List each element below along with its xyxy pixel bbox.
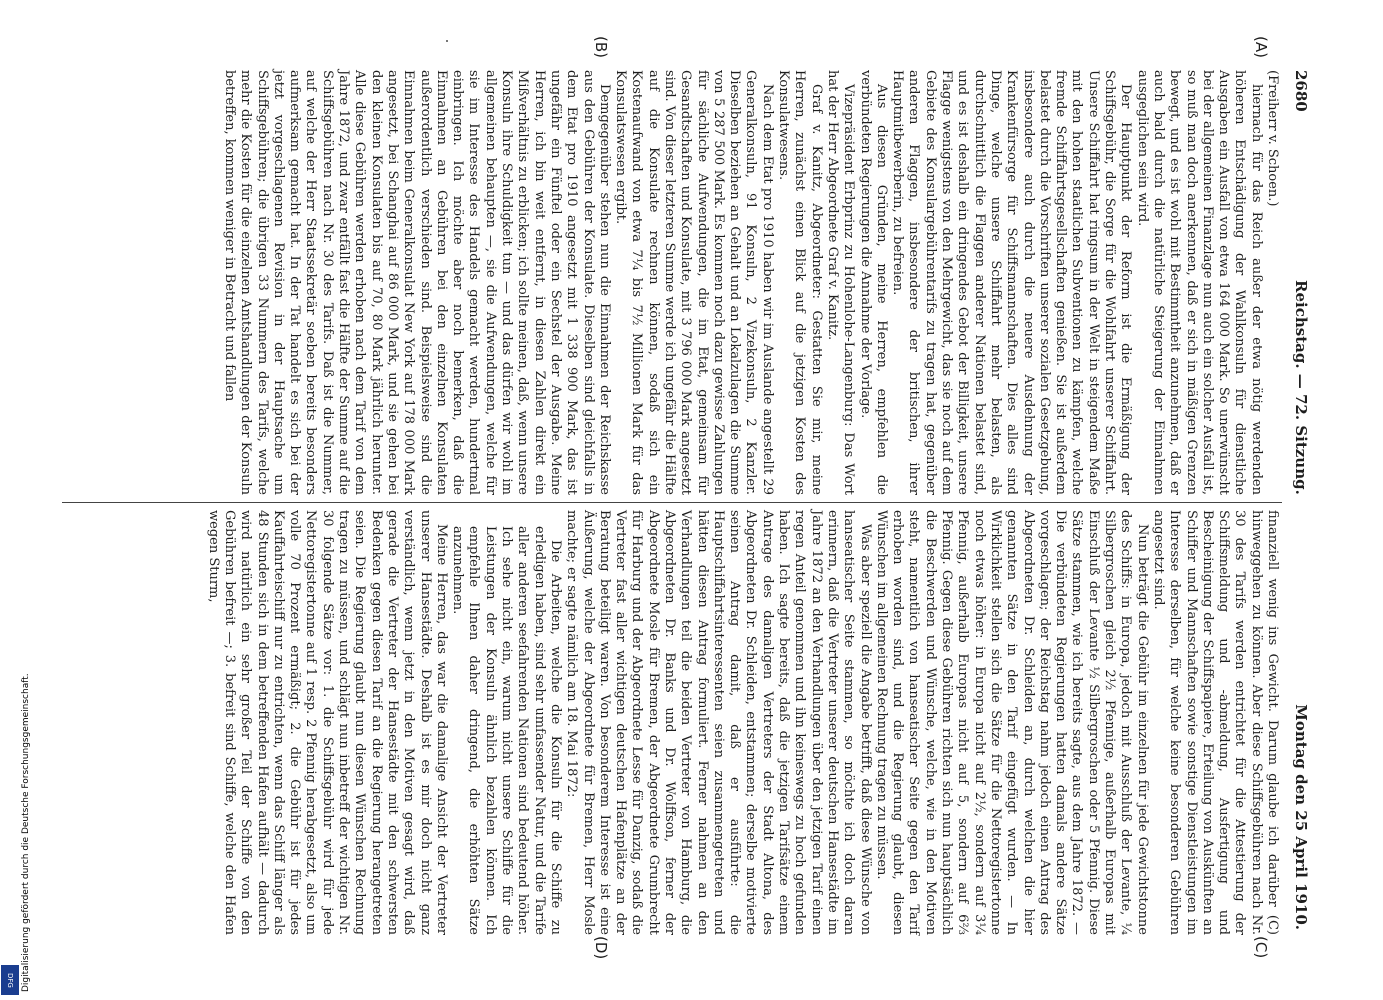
column-rule — [62, 502, 1282, 503]
right-column — [204, 510, 1280, 935]
page-number: 2680 — [1292, 70, 1310, 112]
paragraph: finanziell wenig ins Gewicht. Darum glaube ich darüber (C) hinweggehen zu können. Aber diese Schiffsgebühren nach Nr. 30 des Tarifs werden entrichtet für die Attestierung der Schiffsmeldung und -abmeldung, Ausfertigung und Bescheinigung der Schiffspapiere, Erteilung von Auskünften an Schiffer und Mannschaften sowie sonstige Dienstleistungen im Interesse derselben, für welche keine besonderen Gebühren angesetzt sind. — [1150, 510, 1280, 935]
scan-speck — [446, 40, 448, 42]
quotation: Die Arbeiten, welche die Konsuln für die Schiffe zu erledigen haben, sind sehr umfassender Natur, und die Tarife aller anderen seefahrenden Nationen sind bedeutend höher. Ich sehe nicht ein, warum nicht unsere Schiffe für die Leistungen der Konsuln ähnlich bezahlen können. Ich empfehle Ihnen daher dringend, die erhöhten Sätze anzunehmen. — [450, 526, 563, 935]
paragraph: Meine Herren, das war die damalige Ansicht der Vertreter unserer Hansestädte. Deshalb ist es mir doch nicht ganz verständlich, wenn jetzt in den Motiven gesagt wird, daß gerade die Vertreter der Hansestädte mit den schwersten Bedenken gegen diesen Tarif an die Regierung herangetreten seien. Die Regierung glaubt nun diesen Wünschen Rechnung tragen zu müssen, und schlägt nun inbetreff der wichtigen Nr. 30 folgende Sätze vor: 1. die Schiffsgebühr wird für jede Nettoregistertonne auf 1 resp. 2 Pfennig herabgesetzt, also um volle 70 Prozent ermäßigt; 2. die Gebühr ist für jedes Kauffahrteischiff nur zu entrichten, wenn das Schiff länger als 48 Stunden sich in dem betreffenden Hafen aufhält — dadurch wird natürlich ein sehr großer Teil der Schiffe von den Gebühren befreit —; 3. befreit sind Schiffe, welche den Hafen wegen Sturm, — [205, 510, 449, 935]
paragraph: Vizepräsident Erbprinz zu Hohenlohe-Langenburg: Das Wort hat der Herr Abgeordnete Graf v. Kanitz. — [824, 70, 857, 495]
paragraph: Aus diesen Gründen, meine Herren, empfehlen die verbündeten Regierungen die Annahme der Vorlage. — [857, 70, 889, 495]
margin-mark-c: (C) — [1252, 936, 1270, 959]
paragraph: Nach dem Etat pro 1910 haben wir im Auslande angestellt 29 Generalkonsuln, 91 Konsuln, 2 Vizekonsuln, 2 Kanzler. Dieselben beziehen an Gehalt und an Lokalzulagen die Summe von 5 287 500 Mark. Es kommen noch dazu gewisse Zahlungen für sächliche Aufwendungen, die im Etat, gemeinsam für Gesandtschaften und Konsulate, mit 3 796 000 Mark angesetzt sind. Von dieser letzteren Summe werde ich ungefähr die Hälfte auf die Konsulate rechnen können, sodaß sich ein Kostenaufwand von etwa 7¼ bis 7½ Millionen Mark für das Konsulatswesen ergibt. — [613, 70, 775, 495]
page-header — [1288, 70, 1310, 930]
paragraph: Der Hauptpunkt der Reform ist die Ermäßigung der Schiffsgebühr, die Sorge für die Wohlfahrt unserer Schiffahrt. Unsere Schiffahrt hat ringsum in der Welt in steigendem Maße mit den hohen staatlichen Subventionen zu kämpfen, welche fremde Schiffahrtsgesellschaften genießen. Sie ist außerdem belastet durch die Vorschriften unserer sozialen Gesetzgebung, insbesondere auch durch die neuere Ausdehnung der Krankenfürsorge für Schiffsmannschaften. Dies alles sind Dinge, welche unsere Schiffahrt mehr belasten, als durchschnittlich die Flaggen anderer Nationen belastet sind, und es ist deshalb ein dringendes Gebot der Billigkeit, unsere Flagge wenigstens von den Mehrgewicht, das sie noch auf dem Gebiete des Konsulargebührentarifs zu tragen hat, gegenüber anderen Flaggen, insbesondere der britischen, ihrer Hauptmitbewerberin, zu befreien. — [890, 70, 1134, 495]
paragraph: Demgegenüber stehen nun die Einnahmen der Reichskasse aus den Gebühren der Konsulate. Dieselben sind gleichfalls in dem Etat pro 1910 angesetzt mit 1 338 900 Mark, das ist ungefähr ein Fünftel oder ein Sechstel der Ausgabe. Meine Herren, ich bin weit entfernt, in diesen Zahlen direkt ein Mißverhältnis zu erblicken; ich sollte meinen, daß, wenn unsere Konsuln ihre Schuldigkeit tun — und das dürfen wir wohl im allgemeinen behaupten —, sie die Aufwendungen, welche für sie im Interesse des Handels gemacht werden, hundertmal einbringen. Ich möchte aber noch bemerken, daß die Einnahmen an Gebühren bei den einzelnen Konsulaten außerordentlich verschieden sind. Beispielsweise sind die Einnahmen beim Generalkonsulat New York auf 178 000 Mark angesetzt, bei Schanghai auf 86 000 Mark, und sie gehen bei den kleinen Konsulaten bis auf 70, 80 Mark jährlich herunter. Alle diese Gebühren werden erhoben nach dem Tarif von dem Jahre 1872, und zwar entfällt fast die Hälfte der Summe auf die Schiffsgebühren nach Nr. 30 des Tarifs. Daß ist die Nummer, auf welche der Herr Staatssekretär soeben bereits besonders aufmerksam gemacht hat. In der Tat handelt es sich bei der jetzt vorgeschlagenen Revision in der Hauptsache um Schiffsgebühren; die übrigen 33 Nummern des Tarifs, welche mehr die Kosten für die einzelnen Amtshandlungen der Konsuln betreffen, kommen weniger in Betracht und fallen — [222, 70, 612, 495]
running-title: Reichstag. — 72. Sitzung. — [1292, 280, 1310, 495]
paragraph: hiernach für das Reich außer der etwa nötig werdenden höheren Entschädigung der Wahlkonsuln für dienstliche Ausgaben ein Ausfall von etwa 164 000 Mark. So unerwünscht bei der allgemeinen Finanzlage nun auch ein solcher Ausfall ist, so muß man doch anerkennen, daß er sich in mäßigen Grenzen bewegt, und es ist wohl mit Bestimmtheit anzunehmen, daß er auch bald durch die natürliche Steigerung der Einnahmen ausgeglichen sein wird. — [1134, 70, 1264, 495]
session-date: Montag den 25 April 1910. — [1292, 704, 1310, 930]
speaker-tag: (Freiherr v. Schoen.) — [1265, 70, 1280, 207]
rotated-page — [60, 36, 1310, 960]
dfg-logo: DFG — [1, 965, 19, 995]
digitization-footer — [5, 600, 31, 1000]
digitization-credit: Digitalisierung gefördert durch die Deutsche Forschungsgemeinschaft. — [21, 673, 31, 992]
paragraph: Graf v. Kanitz, Abgeordneter: Gestatten Sie mir, meine Herren, zunächst einen Blick auf die jetzigen Kosten des Konsulatwesens. — [776, 70, 824, 495]
paragraph: Was aber speziell die Angabe betrifft, daß diese Wünsche von hanseatischer Seite stammen, so möchte ich doch daran erinnern, daß die Vertreter unserer deutschen Hansestädte im Jahre 1872 an den Verhandlungen über den jetzigen Tarif einen regen Anteil genommen und ihn keineswegs zu hoch gefunden haben. Ich sagte bereits, daß die jetzigen Tarifsätze einem Antrage des damaligen Vertreters der Stadt Altona, des Abgeordneten Dr. Schleiden, entstammen; derselbe motivierte seinen Antrag damit, daß er ausführte: die Hauptschiffahrtsinteressenten seien zusammengetreten und hätten diesen Antrag formuliert. Ferner nahmen an den Verhandlungen teil die beiden Vertreter von Hamburg, die Abgeordneten Dr. Banks und Dr. Wolffson, ferner der Abgeordnete Mosle für Bremen, der Abgeordnete Grumbrecht für Harburg und der Abgeordnete Lesse für Danzig, sodaß die Vertreter fast aller wichtigen deutschen Hafenplätze an der Beratung beteiligt waren. Von besonderem Interesse ist eine Äußerung, welche der Abgeordnete für Bremen, Herr Mosle machte; er sagte nämlich am 18. Mai 1872: — [564, 510, 873, 935]
margin-mark-a: (A) — [1252, 36, 1270, 58]
paragraph: Nun beträgt die Gebühr im einzelnen für jede Gewichtstonne des Schiffs: in Europa, jedoch mit Ausschluß der Levante, ¼ Silbergroschen gleich 2½ Pfennige, außerhalb Europas mit Einschluß der Levante ½ Silbergroschen oder 5 Pfennig. Diese Sätze stammen, wie ich bereits sagte, aus dem Jahre 1872. — Die verbündeten Regierungen hatten damals andere Sätze vorgeschlagen; der Reichstag nahm jedoch einen Antrag des Abgeordneten Dr. Schleiden an, durch welchen die hier genannten Sätze in den Tarif eingefügt wurden. — In Wirklichkeit stellen sich die Sätze für die Nettoregistertonne noch etwas höher: in Europa nicht auf 2½, sondern auf 3¼ Pfennig, außerhalb Europas nicht auf 5, sondern auf 6⅔ Pfennig. Gegen diese Gebühren richten sich nun hauptsächlich die Beschwerden und Wünsche, welche, wie in den Motiven steht, namentlich von hanseatischer Seite gegen den Tarif erhoben worden sind, und die Regierung glaubt, diesen Wünschen im allgemeinen Rechnung tragen zu müssen. — [873, 510, 1150, 935]
left-column — [221, 70, 1280, 495]
margin-mark-b: (B) — [592, 36, 610, 58]
margin-mark-d: (D) — [592, 936, 610, 960]
